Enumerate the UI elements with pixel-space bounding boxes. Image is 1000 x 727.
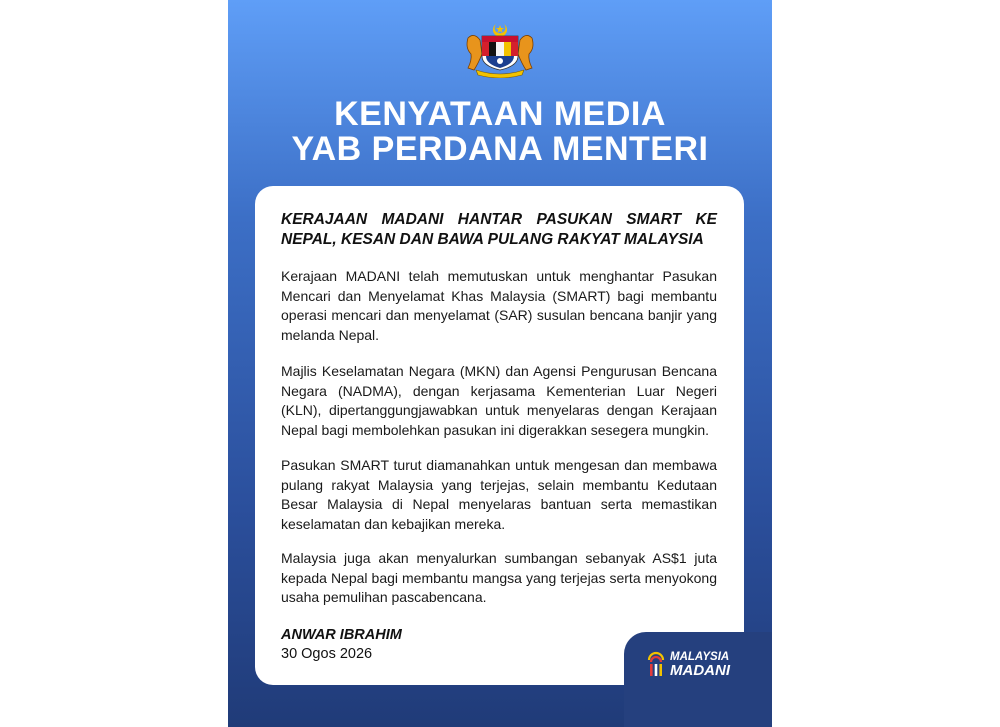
- statement-paragraph-2: Majlis Keselamatan Negara (MKN) dan Agensi Pengurusan Bencana Negara (NADMA), dengan kerjasama Kementerian Luar Negeri (KLN), dipertanggungjawabkan untuk menyelaras dengan Kerajaan Nepal bagi membolehkan pasukan ini digerakkan sesegera mungkin.: [281, 363, 717, 438]
- statement-paragraph-4: Malaysia juga akan menyalurkan sumbangan sebanyak AS$1 juta kepada Nepal bagi membantu mangsa yang terjejas serta menyokong usaha pemulihan pascabencana.: [281, 550, 717, 605]
- poster-title-line1: KENYATAAN MEDIA: [334, 95, 666, 133]
- signer-name: ANWAR IBRAHIM: [281, 627, 402, 643]
- madani-logo-line2: MADANI: [670, 662, 730, 679]
- malaysia-coat-of-arms-icon: [462, 22, 538, 78]
- madani-logo-line1: MALAYSIA: [670, 651, 730, 663]
- madani-logo-icon: [646, 648, 666, 678]
- media-statement-poster: [228, 0, 772, 727]
- madani-logo-wordmark: [670, 650, 730, 678]
- malaysia-madani-badge: [624, 632, 772, 727]
- statement-paragraph-1: Kerajaan MADANI telah memutuskan untuk menghantar Pasukan Mencari dan Menyelamat Khas Malaysia (SMART) bagi membantu operasi mencari dan menyelamat (SAR) susulan bencana banjir yang melanda Nepal.: [281, 268, 717, 343]
- statement-card: [255, 186, 744, 685]
- poster-title-line2: YAB PERDANA MENTERI: [291, 130, 709, 168]
- statement-paragraph-3: Pasukan SMART turut diamanahkan untuk mengesan dan membawa pulang rakyat Malaysia yang terjejas, selain membantu Kedutaan Besar Malaysia di Nepal menyelaras bantuan serta memastikan keselamatan dan kebajikan mereka.: [281, 457, 717, 532]
- statement-date: 30 Ogos 2026: [281, 646, 373, 662]
- statement-headline: KERAJAAN MADANI HANTAR PASUKAN SMART KE NEPAL, KESAN DAN BAWA PULANG RAKYAT MALAYSIA: [281, 211, 717, 248]
